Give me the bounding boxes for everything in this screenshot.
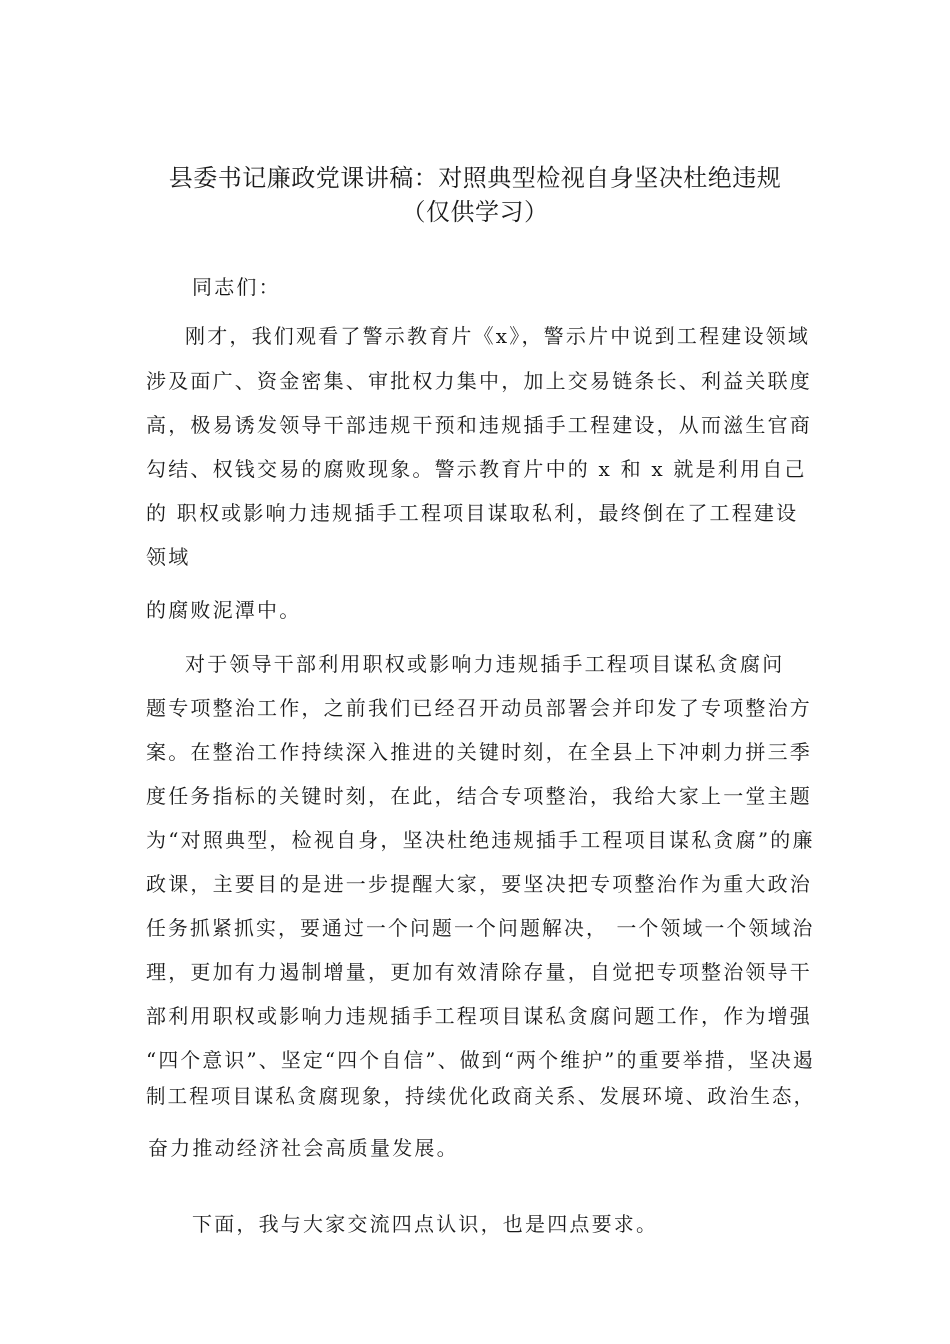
- paragraph-2-line: 题专项整治工作，之前我们已经召开动员部署会并印发了专项整治方: [146, 696, 812, 720]
- paragraph-1-line: 刚才，我们观看了警示教育片《x》，警示片中说到工程建设领域: [185, 324, 811, 348]
- salutation: 同志们：: [192, 275, 281, 299]
- document-title: 县委书记廉政党课讲稿：对照典型检视自身坚决杜绝违规: [168, 164, 782, 192]
- paragraph-2-line: 对于领导干部利用职权或影响力违规插手工程项目谋私贪腐问: [185, 652, 785, 676]
- paragraph-2-line: 理，更加有力遏制增量，更加有效清除存量，自觉把专项整治领导干: [146, 960, 812, 984]
- paragraph-1-line: 的 职权或影响力违规插手工程项目谋取私利，最终倒在了工程建设: [146, 501, 799, 525]
- paragraph-2-tail: 奋力推动经济社会高质量发展。: [148, 1136, 459, 1160]
- paragraph-2-line: 任务抓紧抓实，要通过一个问题一个问题解决， 一个领域一个领域治: [146, 916, 815, 940]
- paragraph-2-line: 为“对照典型，检视自身，坚决杜绝违规插手工程项目谋私贪腐”的廉: [146, 828, 815, 852]
- paragraph-2-line: 制工程项目谋私贪腐现象，持续优化政商关系、发展环境、政治生态，: [146, 1084, 816, 1108]
- paragraph-2-line: 政课，主要目的是进一步提醒大家，要坚决把专项整治作为重大政治: [146, 872, 812, 896]
- paragraph-1-tail: 的腐败泥潭中。: [146, 598, 302, 622]
- document-subtitle: （仅供学习）: [401, 198, 549, 226]
- paragraph-2-line: 部利用职权或影响力违规插手工程项目谋私贪腐问题工作，作为增强: [146, 1004, 812, 1028]
- paragraph-1-line: 涉及面广、资金密集、审批权力集中，加上交易链条长、利益关联度: [146, 369, 812, 393]
- paragraph-3: 下面，我与大家交流四点认识，也是四点要求。: [192, 1212, 659, 1236]
- paragraph-2-line: 度任务指标的关键时刻，在此，结合专项整治，我给大家上一堂主题: [146, 784, 812, 808]
- paragraph-2-line: “四个意识”、坚定“四个自信”、做到“两个维护”的重要举措，坚决遏: [146, 1048, 815, 1072]
- paragraph-1-line: 勾结、权钱交易的腐败现象。警示教育片中的 x 和 x 就是利用自己: [146, 457, 807, 481]
- paragraph-2-line: 案。在整治工作持续深入推进的关键时刻，在全县上下冲刺力拼三季: [146, 740, 812, 764]
- paragraph-1-line: 高，极易诱发领导干部违规干预和违规插手工程建设，从而滋生官商: [146, 413, 812, 437]
- paragraph-1-line: 领域: [146, 545, 191, 569]
